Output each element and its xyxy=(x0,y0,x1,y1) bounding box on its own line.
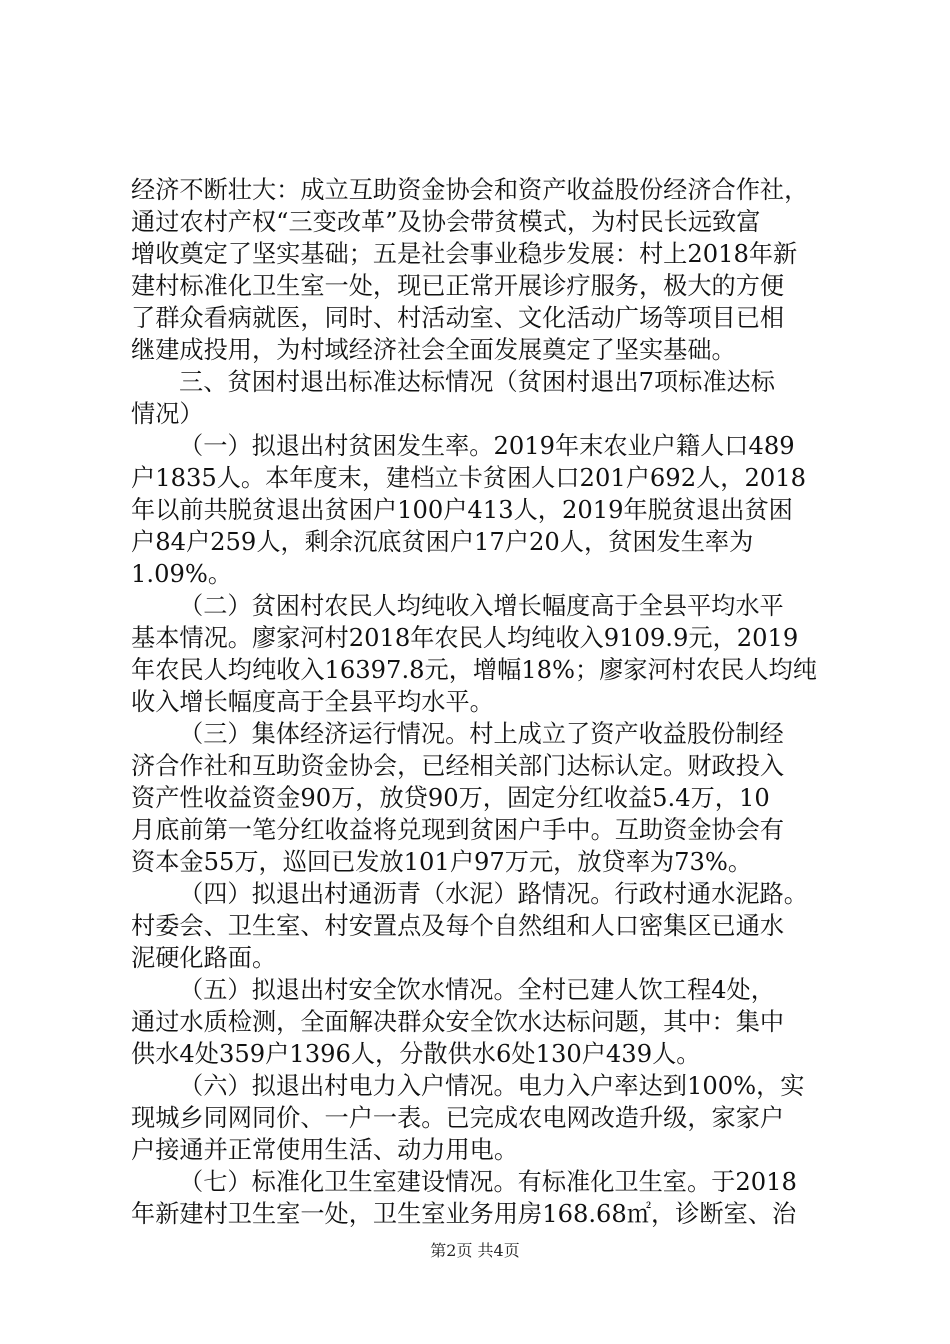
text-line: 建村标准化卫生室一处，现已正常开展诊疗服务，极大的方便 xyxy=(131,272,785,300)
text-line: 年以前共脱贫退出贫困户100户413人，2019年脱贫退出贫困 xyxy=(131,496,793,524)
text-line: 年新建村卫生室一处，卫生室业务用房168.68㎡，诊断室、治 xyxy=(131,1200,797,1228)
text-line: （二）贫困村农民人均纯收入增长幅度高于全县平均水平 xyxy=(179,592,784,620)
text-line: （五）拟退出村安全饮水情况。全村已建人饮工程4处， xyxy=(179,976,775,1004)
text-line: （四）拟退出村通沥青（水泥）路情况。行政村通水泥路。 xyxy=(179,880,808,908)
text-line: 现城乡同网同价、一户一表。已完成农电网改造升级，家家户 xyxy=(131,1104,785,1132)
section-heading: 三、贫困村退出标准达标情况（贫困村退出7项标准达标 xyxy=(179,368,775,396)
text-line: 基本情况。廖家河村2018年农民人均纯收入9109.9元，2019 xyxy=(131,624,799,652)
text-line: （六）拟退出村电力入户情况。电力入户率达到100%，实 xyxy=(179,1072,805,1100)
text-line: （七）标准化卫生室建设情况。有标准化卫生室。于2018 xyxy=(179,1168,797,1196)
page-footer: 第2页 共4页 xyxy=(430,1241,520,1260)
section-heading-cont: 情况） xyxy=(131,400,204,428)
text-line: 户1835人。本年度末，建档立卡贫困人口201户692人，2018 xyxy=(131,464,807,492)
text-line: 1.09%。 xyxy=(131,560,233,588)
text-line: 了群众看病就医，同时、村活动室、文化活动广场等项目已相 xyxy=(131,304,785,332)
text-line: 泥硬化路面。 xyxy=(131,944,277,972)
text-line: （一）拟退出村贫困发生率。2019年末农业户籍人口489 xyxy=(179,432,795,460)
text-line: 增收奠定了坚实基础；五是社会事业稳步发展：村上2018年新 xyxy=(131,240,798,268)
text-line: 资本金55万，巡回已发放101户97万元，放贷率为73%。 xyxy=(131,848,753,876)
text-line: （三）集体经济运行情况。村上成立了资产收益股份制经 xyxy=(179,720,784,748)
text-line: 村委会、卫生室、村安置点及每个自然组和人口密集区已通水 xyxy=(131,912,785,940)
text-line: 通过农村产权“三变改革”及协会带贫模式，为村民长远致富 xyxy=(131,208,761,236)
text-line: 月底前第一笔分红收益将兑现到贫困户手中。互助资金协会有 xyxy=(131,816,785,844)
text-line: 资产性收益资金90万，放贷90万，固定分红收益5.4万，10 xyxy=(131,784,770,812)
text-line: 收入增长幅度高于全县平均水平。 xyxy=(131,688,494,716)
text-line: 户84户259人，剩余沉底贫困户17户20人，贫困发生率为 xyxy=(131,528,754,556)
text-line: 济合作社和互助资金协会，已经相关部门达标认定。财政投入 xyxy=(131,752,785,780)
text-line: 户接通并正常使用生活、动力用电。 xyxy=(131,1136,519,1164)
text-line: 年农民人均纯收入16397.8元，增幅18%；廖家河村农民人均纯 xyxy=(131,656,817,684)
text-line: 继建成投用，为村域经济社会全面发展奠定了坚实基础。 xyxy=(131,336,736,364)
text-line: 供水4处359户1396人，分散供水6处130户439人。 xyxy=(131,1040,701,1068)
text-line: 通过水质检测，全面解决群众安全饮水达标问题，其中：集中 xyxy=(131,1008,785,1036)
text-line: 经济不断壮大：成立互助资金协会和资产收益股份经济合作社， xyxy=(131,176,809,204)
